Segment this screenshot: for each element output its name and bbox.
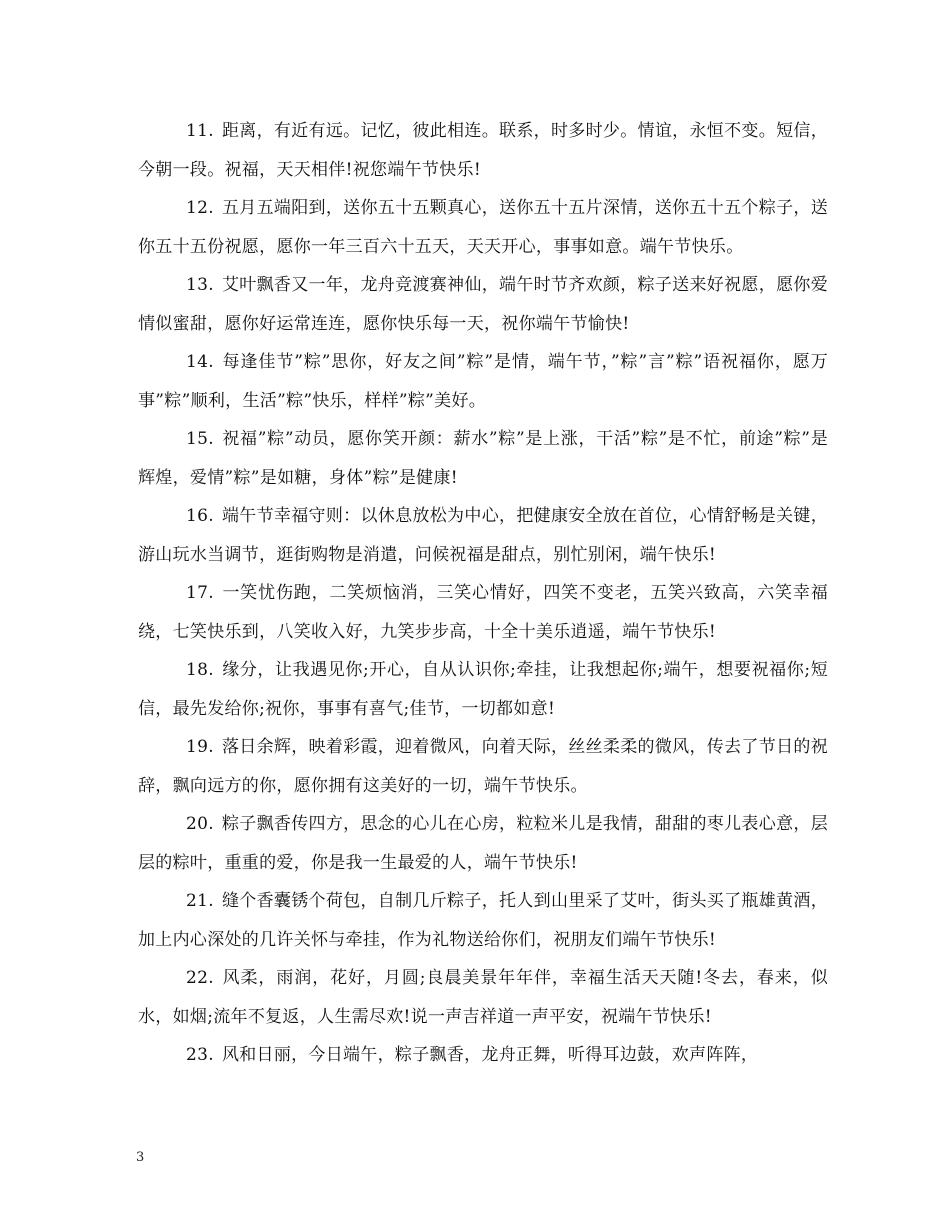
paragraph-text: 每逢佳节”粽”思你，好友之间”粽”是情，端午节，”粽”言”粽”语祝福你，愿万事”粽”顺利，生活”粽”快乐，样样”粽”美好。 bbox=[138, 352, 828, 411]
paragraph-text: 落日余辉，映着彩霞，迎着微风，向着天际，丝丝柔柔的微风，传去了节日的祝辞，飘向远方的你，愿你拥有这美好的一切，端午节快乐。 bbox=[138, 737, 828, 796]
paragraph-text: 风柔，雨润，花好，月圆;良晨美景年年伴，幸福生活天天随!冬去，春来，似水，如烟;流年不复返，人生需尽欢!说一声吉祥道一声平安，祝端午节快乐! bbox=[138, 968, 828, 1027]
paragraph bbox=[138, 805, 828, 882]
paragraph bbox=[138, 574, 828, 651]
paragraph-number: 11. bbox=[186, 121, 214, 141]
paragraph-number: 17. bbox=[186, 583, 214, 603]
paragraph bbox=[138, 497, 828, 574]
paragraph-number: 23. bbox=[186, 1045, 214, 1065]
paragraph bbox=[138, 266, 828, 343]
paragraph bbox=[138, 651, 828, 728]
paragraph bbox=[138, 1036, 828, 1075]
document-body bbox=[138, 112, 828, 1075]
paragraph-text: 风和日丽，今日端午，粽子飘香，龙舟正舞，听得耳边鼓，欢声阵阵， bbox=[221, 1045, 759, 1065]
paragraph-number: 14. bbox=[186, 352, 214, 372]
page-number: 3 bbox=[136, 1150, 145, 1165]
paragraph-number: 20. bbox=[186, 814, 214, 834]
paragraph bbox=[138, 882, 828, 959]
paragraph bbox=[138, 112, 828, 189]
paragraph-number: 13. bbox=[186, 275, 214, 295]
paragraph bbox=[138, 728, 828, 805]
paragraph-number: 16. bbox=[186, 506, 214, 526]
paragraph bbox=[138, 959, 828, 1036]
paragraph bbox=[138, 343, 828, 420]
paragraph-number: 12. bbox=[186, 198, 214, 218]
paragraph-text: 距离，有近有远。记忆，彼此相连。联系，时多时少。情谊，永恒不变。短信，今朝一段。祝福，天天相伴!祝您端午节快乐! bbox=[138, 121, 828, 180]
paragraph-text: 五月五端阳到，送你五十五颗真心，送你五十五片深情，送你五十五个粽子，送你五十五份祝愿，愿你一年三百六十五天，天天开心，事事如意。端午节快乐。 bbox=[138, 198, 828, 257]
paragraph-text: 艾叶飘香又一年，龙舟竞渡赛神仙，端午时节齐欢颜，粽子送来好祝愿，愿你爱情似蜜甜，愿你好运常连连，愿你快乐每一天，祝你端午节愉快! bbox=[138, 275, 828, 334]
paragraph-text: 粽子飘香传四方，思念的心儿在心房，粒粒米儿是我情，甜甜的枣儿表心意，层层的粽叶，重重的爱，你是我一生最爱的人，端午节快乐! bbox=[138, 814, 828, 873]
paragraph-text: 端午节幸福守则：以休息放松为中心，把健康安全放在首位，心情舒畅是关键，游山玩水当调节，逛街购物是消遣，问候祝福是甜点，别忙别闲，端午快乐! bbox=[138, 506, 828, 565]
paragraph-text: 缘分，让我遇见你;开心，自从认识你;牵挂，让我想起你;端午，想要祝福你;短信，最先发给你;祝你，事事有喜气;佳节，一切都如意! bbox=[138, 660, 828, 719]
paragraph-text: 缝个香囊锈个荷包，自制几斤粽子，托人到山里采了艾叶，街头买了瓶雄黄酒，加上内心深处的几许关怀与牵挂，作为礼物送给你们，祝朋友们端午节快乐! bbox=[138, 891, 828, 950]
paragraph-number: 15. bbox=[186, 429, 214, 449]
paragraph bbox=[138, 189, 828, 266]
paragraph-number: 22. bbox=[186, 968, 214, 988]
paragraph bbox=[138, 420, 828, 497]
paragraph-number: 19. bbox=[186, 737, 214, 757]
paragraph-text: 一笑忧伤跑，二笑烦恼消，三笑心情好，四笑不变老，五笑兴致高，六笑幸福绕，七笑快乐到，八笑收入好，九笑步步高，十全十美乐逍遥，端午节快乐! bbox=[138, 583, 828, 642]
paragraph-text: 祝福”粽”动员，愿你笑开颜：薪水”粽”是上涨，干活”粽”是不忙，前途”粽”是辉煌，爱情”粽”是如糖，身体”粽”是健康! bbox=[138, 429, 828, 488]
paragraph-number: 18. bbox=[186, 660, 214, 680]
paragraph-number: 21. bbox=[186, 891, 214, 911]
